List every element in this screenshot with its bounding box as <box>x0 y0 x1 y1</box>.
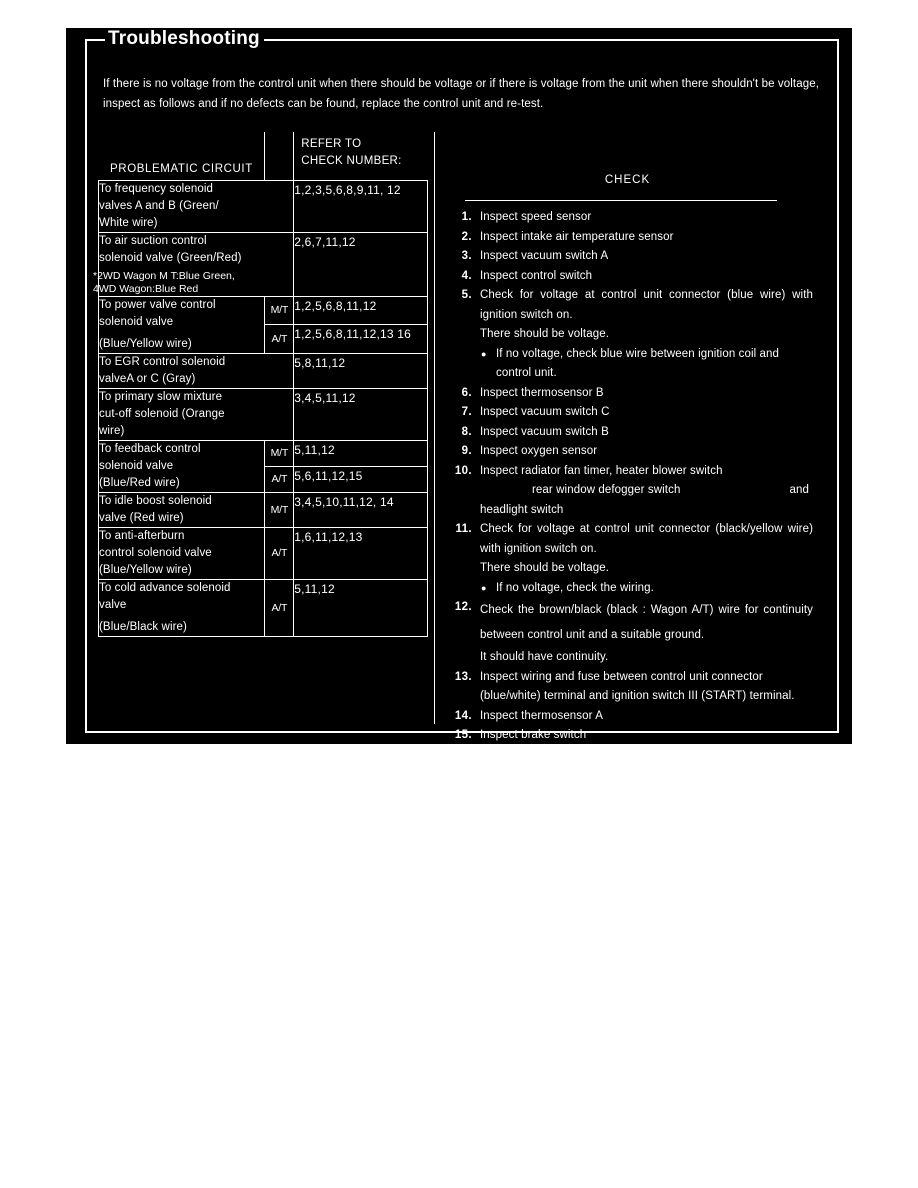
table-row <box>99 527 428 579</box>
transmission-cell: A/T <box>265 527 294 579</box>
circuit-line-3: wire) <box>99 424 125 437</box>
circuit-line-1: To EGR control solenoid <box>99 355 226 368</box>
table-row <box>99 492 428 527</box>
circuit-line-1: To primary slow mixture <box>99 390 223 403</box>
circuit-line-1: To air suction control <box>99 234 207 247</box>
transmission-cell: A/T <box>265 579 294 636</box>
check-list <box>435 208 821 765</box>
circuit-line-2: solenoid valve <box>99 315 174 328</box>
check-item-3 <box>442 247 821 267</box>
refer-cell: 5,11,12 <box>294 440 428 466</box>
header-refer-to-check-number <box>294 132 428 180</box>
check-item-number: 2. <box>461 230 472 243</box>
check-item-line-3: headlight switch <box>480 503 564 516</box>
bullet-icon: ● <box>481 348 487 359</box>
check-item-8 <box>442 423 821 443</box>
check-item-text: Check the brown/black (black : Wagon A/T) wire for continuity between control unit and a suitable ground. <box>480 604 813 641</box>
circuit-cell <box>99 353 294 388</box>
check-item-11 <box>442 520 821 598</box>
header-transmission <box>265 132 294 180</box>
transmission-cell-mt: M/T <box>265 296 294 325</box>
refer-cell: 1,2,5,6,8,11,12 <box>294 296 428 325</box>
circuit-line-2: valve (Red wire) <box>99 511 184 524</box>
header-refer-line2: CHECK NUMBER: <box>301 155 402 167</box>
problematic-circuit-table <box>93 132 428 637</box>
check-item-note: It should have continuity. <box>480 651 609 663</box>
check-item-number: 8. <box>461 425 472 438</box>
circuit-cell <box>99 579 265 636</box>
check-item-text: Inspect control switch <box>480 269 593 282</box>
circuit-cell <box>99 296 265 353</box>
header-problematic-circuit: PROBLEMATIC CIRCUIT <box>99 132 265 180</box>
intro-paragraph: If there is no voltage from the control unit when there should be voltage or if there is voltage from the unit when there shouldn't be voltage, inspect as follows and if no defects can be found, replace the control unit and re-test. <box>103 78 819 110</box>
check-item-1 <box>442 208 821 228</box>
check-item-7 <box>442 403 821 423</box>
refer-cell: 3,4,5,10,11,12, 14 <box>294 492 428 527</box>
check-item-line-2-right: and <box>789 484 809 496</box>
check-item-number: 1. <box>461 211 472 223</box>
circuit-cell <box>99 492 265 527</box>
circuit-line-2: valve <box>99 598 127 611</box>
circuit-line-1: To anti-afterburn <box>99 529 185 542</box>
transmission-cell-at: A/T <box>265 325 294 354</box>
circuit-cell <box>99 180 294 232</box>
check-item-number: 10. <box>454 464 472 477</box>
check-item-text: Inspect speed sensor <box>480 211 592 223</box>
check-item-text: Inspect wiring and fuse between control unit connector (blue/white) terminal and ignition switch III (START) terminal. <box>480 670 795 702</box>
check-panel <box>434 132 820 761</box>
table-row <box>99 296 428 325</box>
circuit-line-1: To idle boost solenoid <box>99 494 212 507</box>
check-item-4 <box>442 267 821 287</box>
table-row <box>99 180 428 232</box>
transmission-cell-at: A/T <box>265 466 294 492</box>
check-item-number: 3. <box>461 250 472 262</box>
check-item-text: Check for voltage at control unit connector (black/yellow wire) with ignition switch on. <box>480 523 813 555</box>
check-item-2 <box>442 228 821 248</box>
circuit-line-1: To feedback control <box>99 442 201 455</box>
check-item-text: Inspect thermosensor A <box>480 709 604 722</box>
check-item-body <box>480 462 821 521</box>
panel-frame-top-left <box>85 39 105 41</box>
check-item-text: Inspect vacuum switch A <box>480 250 609 262</box>
check-item-number: 11. <box>455 523 472 535</box>
circuit-line-2: solenoid valve (Green/Red) <box>99 251 242 264</box>
check-item-note: There should be voltage. <box>480 328 609 340</box>
check-header-rule <box>465 200 777 201</box>
check-item-text: Inspect brake switch <box>480 729 587 741</box>
circuit-cell <box>93 232 294 296</box>
circuit-line-2: solenoid valve <box>99 459 174 472</box>
refer-cell: 1,2,3,5,6,8,9,11, 12 <box>294 180 428 232</box>
check-item-6 <box>442 384 821 404</box>
check-item-text: Check for voltage at control unit connector (blue wire) with ignition switch on. <box>480 289 813 321</box>
check-item-note: There should be voltage. <box>480 562 609 574</box>
troubleshooting-panel <box>66 28 852 761</box>
check-item-13 <box>442 668 821 707</box>
check-item-number: 15. <box>454 729 472 741</box>
check-item-number: 14. <box>454 709 472 722</box>
header-refer-line1: REFER TO <box>301 138 362 150</box>
refer-cell: 2,6,7,11,12 <box>294 232 428 296</box>
circuit-line-2: valveA or C (Gray) <box>99 372 196 385</box>
circuit-line-3: (Blue/Yellow wire) <box>99 563 192 576</box>
check-item-15 <box>442 726 821 746</box>
check-item-number: 16. <box>454 748 472 761</box>
check-item-body <box>480 520 821 598</box>
refer-cell: 5,6,11,12,15 <box>294 466 428 492</box>
check-item-text: Inspect intake air temperature sensor <box>480 230 674 243</box>
check-item-line-2 <box>480 481 813 501</box>
check-item-5 <box>442 286 821 384</box>
circuit-cell <box>99 440 265 492</box>
check-item-number: 7. <box>461 406 472 418</box>
check-item-number: 13. <box>454 670 472 683</box>
circuit-cell <box>99 388 294 440</box>
check-header: CHECK <box>604 174 651 186</box>
check-item-10 <box>442 462 821 521</box>
circuit-line-3: White wire) <box>99 216 158 229</box>
check-item-9 <box>442 442 821 462</box>
bullet-icon: ● <box>481 582 487 593</box>
check-item-number: 4. <box>461 269 472 282</box>
refer-cell: 1,6,11,12,13 <box>294 527 428 579</box>
circuit-note-line-2: 4WD Wagon:Blue Red <box>93 282 199 295</box>
check-item-text: Inspect radiator fan timer, heater blower switch <box>480 464 723 477</box>
table-row <box>99 353 428 388</box>
circuit-line-2: cut-off solenoid (Orange <box>99 407 225 420</box>
check-item-bullet <box>480 579 813 599</box>
check-item-text: Inspect oxygen sensor <box>480 445 598 457</box>
table-row <box>99 232 428 296</box>
section-title: Troubleshooting <box>108 28 260 49</box>
refer-cell: 5,8,11,12 <box>294 353 428 388</box>
check-item-number: 6. <box>461 386 472 399</box>
circuit-note-line-1: *2WD Wagon M T:Blue Green, <box>93 269 235 282</box>
table-row <box>99 388 428 440</box>
check-item-line-2-left: rear window defogger switch <box>532 484 681 496</box>
circuit-line-3: (Blue/Black wire) <box>99 620 187 633</box>
circuit-line-3: (Blue/Yellow wire) <box>99 337 192 350</box>
table-row <box>99 579 428 636</box>
check-item-bullet-text: If no voltage, check the wiring. <box>496 581 654 594</box>
refer-cell: 3,4,5,11,12 <box>294 388 428 440</box>
check-item-16 <box>442 746 821 766</box>
check-item-text: Inspect vacuum switch C <box>480 406 610 418</box>
circuit-cell <box>99 527 265 579</box>
table-header-row <box>99 132 428 180</box>
check-item-number: 9. <box>461 445 472 457</box>
check-item-12 <box>442 598 821 668</box>
check-item-bullet-text: If no voltage, check blue wire between ignition coil and control unit. <box>496 347 780 379</box>
transmission-cell-mt: M/T <box>265 440 294 466</box>
circuit-line-1: To frequency solenoid <box>99 182 213 195</box>
check-item-number: 5. <box>461 289 472 301</box>
check-item-number: 12. <box>454 601 472 613</box>
check-item-body <box>480 598 821 668</box>
transmission-cell: M/T <box>265 492 294 527</box>
check-item-text: Inspect thermosensor B <box>480 386 604 399</box>
check-item-body <box>480 286 821 384</box>
circuit-line-3: (Blue/Red wire) <box>99 476 180 489</box>
circuit-line-1: To cold advance solenoid <box>99 581 231 594</box>
refer-cell: 1,2,5,6,8,11,12,13 16 <box>294 325 428 354</box>
circuit-line-2: control solenoid valve <box>99 546 212 559</box>
circuit-line-1: To power valve control <box>99 298 216 311</box>
table-row <box>99 440 428 466</box>
circuit-line-2: valves A and B (Green/ <box>99 199 219 212</box>
panel-frame-top-right <box>264 39 839 41</box>
refer-cell: 5,11,12 <box>294 579 428 636</box>
check-item-bullet <box>480 345 813 384</box>
check-item-text: Inspect vacuum switch B <box>480 425 609 438</box>
check-item-text: Inspect shift lever position switch <box>480 748 651 761</box>
check-item-14 <box>442 707 821 727</box>
